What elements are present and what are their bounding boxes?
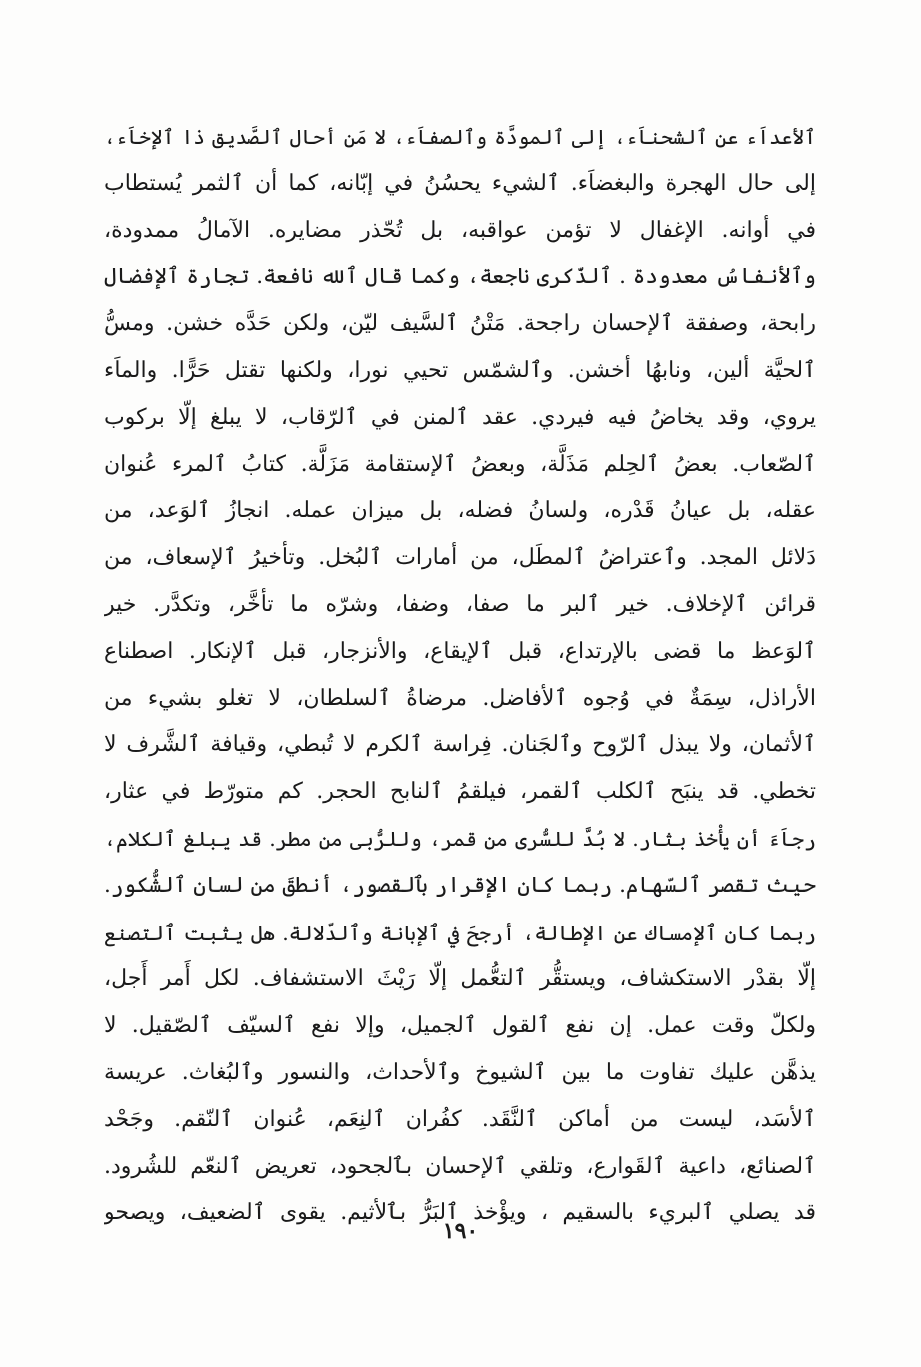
text-line: الأراذل، سِمَةٌ في وُجوه ٱلأفاضل. مرضاةُ ٱلسلطان، لا تغلو بشيء من [104, 685, 816, 711]
text-line: دَلائل المجد. وٱعتراضُ ٱلمطَل، من أمارات ٱلبُخل. وتأخيرُ ٱلإسعاف، من [104, 545, 816, 571]
text-line: إلى حال الهجرة والبغضاَء. ٱلشيء يحسُنُ في إبّانه، كما أن ٱلثمر يُستطاب [104, 170, 816, 196]
text-line: وٱلأنفاسُ معدودة . ٱلذّكرى ناجعة، وكما قال ٱلله نافعة. تجارة ٱلإفضال [104, 264, 816, 290]
text-line: عقله، بل عيانُ قَدْره، ولسانُ فضله، بل ميزان عمله. انجازُ ٱلوَعد، من [104, 498, 816, 524]
text-line: ربما كان ٱلإمساك عن الإطالة، أرجحَ في ٱلإبانة وٱلدّلالة. هل يثبت ٱلتصنع [104, 920, 816, 945]
text-line: قد يصلي ٱلبريء بالسقيم ، ويؤْخذ ٱلبَرُّ بٱلأثيم. يقوى ٱلضعيف، ويصحو [104, 1200, 816, 1226]
page-number: ١٩٠ [442, 1218, 479, 1244]
text-line: ٱلأعداَء عن ٱلشحناَء، إلى ٱلمودَّة وٱلصفاَء، لا مَن أحال ٱلصَّديق ذا ٱلإخاَء، [104, 125, 816, 149]
text-line: قرائن ٱلإخلاف. خير ٱلبر ما صفا، وضفا، وشرّه ما تأخَّر، وتكدَّر. خير [104, 591, 816, 617]
text-line: إلّا بقدْر الاستكشاف، ويستقُّر ٱلتعُّمل إلّا رَيْثَ الاستشفاف. لكل أَمر أَجل، [104, 966, 816, 992]
text-line: ٱلوَعظ ما قضى بالإرتداع، قبل ٱلإيقاع، والأنزجار، قبل ٱلإنكار. اصطناع [104, 638, 816, 664]
text-line: ٱلصّعاب. بعضُ ٱلحِلم مَذَلَّة، وبعضُ ٱلإستقامة مَزَلَّة. كتابُ ٱلمرء عُنوان [104, 451, 816, 477]
text-line: يذهَّن عليك تفاوت ما بين ٱلشيوخ وٱلأحداث، والنسور وٱلبُغاث. عريسة [104, 1059, 816, 1085]
text-line: تخطي. قد ينبَح ٱلكلب ٱلقمر، فيلقمُ ٱلنابح الحجر. كم متورّط في عثار، [104, 779, 816, 805]
text-line: حيث تقصر ٱلسّهام. ربما كان الإقرار بٱلقصور، أنطقَ من لسان ٱلشُّكور. [104, 872, 816, 898]
text-line: ٱلحيَّة ألين، ونابهُا أخشن. وٱلشمّس تحيي نورا، ولكنها تقتل حَرًّا. والماَء [104, 357, 816, 383]
text-line: ٱلصنائع، داعية ٱلقَوارع، وتلقي ٱلإحسان بٱلجحود، تعريض ٱلنعّم للشُرود. [104, 1153, 816, 1179]
text-line: يروي، وقد يخاضُ فيه فيردي. عقد ٱلمنن في ٱلرّقاب، لا يبلغ إلّا بركوب [104, 404, 816, 430]
text-line: رابحة، وصفقة ٱلإحسان راجحة. مَتْنُ ٱلسَّيف ليّن، ولكن حَدَّه خشن. ومسُّ [104, 311, 816, 337]
text-line: ولكلّ وقت عمل. إن نفع ٱلقول ٱلجميل، وإلا نفع ٱلسيّف ٱلصّقيل. لا [104, 1013, 816, 1039]
text-line: رجاَءَ أن يأْخذ بثار. لا بُدَّ للسُّرى من قمر، وللرُّبى من مطر. قد يبلغ ٱلكلام، [104, 826, 816, 851]
text-line: ٱلأثمان، ولا يبذل ٱلرّوح وٱلجَنان. فِراسة ٱلكرم لا تُبطي، وقيافة ٱلشَّرف لا [104, 732, 816, 758]
text-line: في أوانه. الإغفال لا تؤمن عواقبه، بل تُحّذر مضايره. الآمالُ ممدودة، [104, 217, 816, 243]
text-line: ٱلأسَد، ليست من أماكن ٱلنَّقَد. كفُران ٱلنِعَم، عُنوان ٱلنّقم. وجَحْد [104, 1106, 816, 1132]
body-text [104, 114, 816, 1237]
